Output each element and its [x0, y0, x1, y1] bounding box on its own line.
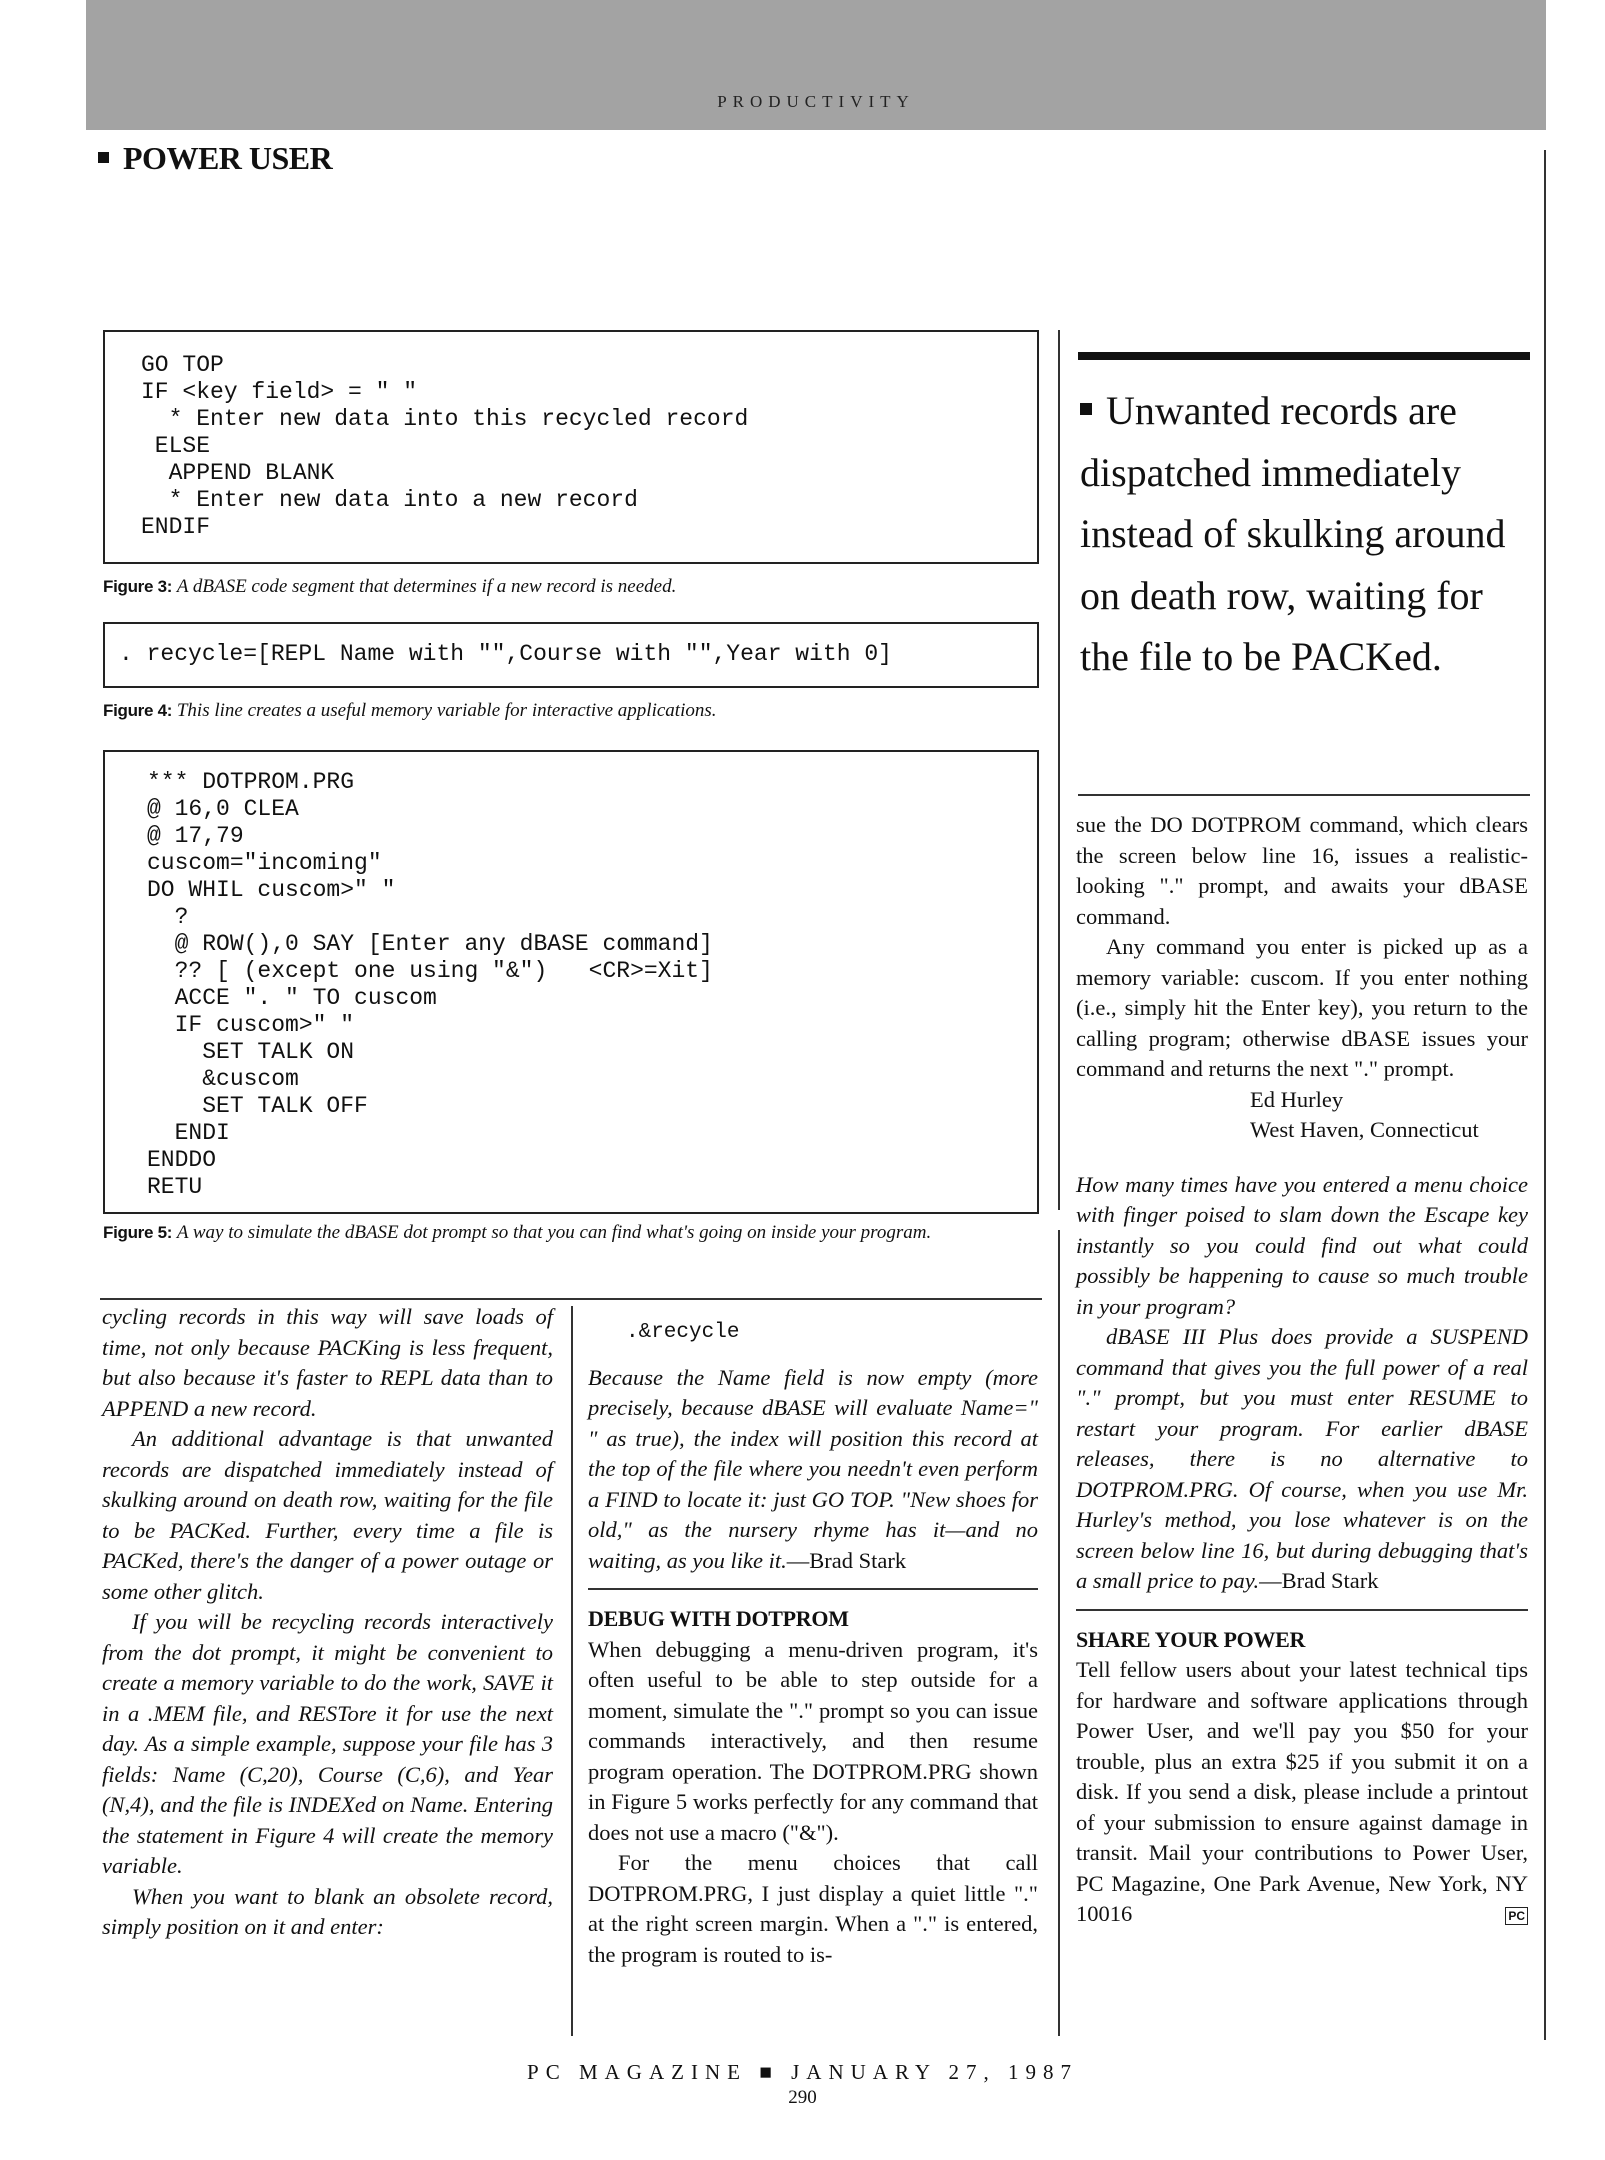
figure-4-caption: [103, 698, 1043, 723]
middle-section-rule: [588, 1588, 1038, 1590]
figure-5-caption: [103, 1220, 1043, 1245]
figure-4-caption-text: This line creates a useful memory variable for interactive applications.: [176, 700, 717, 721]
figure-3-code: GO TOP IF <key field> = " " * Enter new data into this recycled record ELSE APPEND BLANK * Enter new data into a new record ENDIF: [141, 352, 749, 540]
right-paragraph-4-text: dBASE III Plus does provide a SUSPEND command that gives you the full power of a real "." prompt, but you must enter RESUME to restart your program. For earlier dBASE releases, there is no alternative to DOTPROM.PRG. Of course, when you use Mr. Hurley's method, you lose whatever is on the screen below line 16, but during debugging that's a small price to pay.: [1076, 1324, 1528, 1593]
right-paragraph-2: Any command you enter is picked up as a memory variable: cuscom. If you enter nothing (i.e., simply hit the Enter key), you return to the calling program; otherwise dBASE issues your command and returns the next "." prompt.: [1076, 934, 1528, 1081]
footer-page-number: 290: [788, 2087, 817, 2108]
right-column: [1076, 810, 1528, 1930]
right-paragraph-5-text: Tell fellow users about your latest technical tips for hardware and software applications through Power User, and we'll pay you $50 for your trouble, plus an extra $25 if you submit it on a disk. If you send a disk, please include a printout of your submission to ensure against damage in transit. Mail your contributions to Power User, PC Magazine, One Park Avenue, New York, NY 10016: [1076, 1657, 1528, 1926]
heading-debug-with-dotprom: DEBUG WITH DOTPROM: [588, 1606, 849, 1631]
figures-bottom-rule: [100, 1298, 1042, 1300]
figure-5-caption-text: A way to simulate the dBASE dot prompt so that you can find what's going on inside your program.: [176, 1222, 932, 1243]
right-paragraph-3: How many times have you entered a menu choice with finger poised to slam down the Escape key instantly so you could find out what could possibly be happening to cause so much trouble in your program?: [1076, 1171, 1528, 1319]
middle-column: [588, 1302, 1038, 1970]
square-bullet-icon: [1080, 403, 1092, 415]
page-right-rule: [1544, 150, 1546, 2040]
section-label: PRODUCTIVITY: [717, 92, 915, 111]
middle-paragraph-2: When debugging a menu-driven program, it's often useful to be able to step outside for a moment, simulate the "." prompt so you can issue commands interactively, and then resume program operation. The DOTPROM.PRG shown in Figure 5 works perfectly for any command that does not use a macro ("&").: [588, 1636, 1038, 1845]
pullquote-top-rule: [1078, 352, 1530, 360]
left-paragraph-1: cycling records in this way will save loads of time, not only because PACKing is less frequent, but also because it's faster to REPL data than to APPEND a new record.: [102, 1304, 553, 1421]
figure-5-code: *** DOTPROM.PRG @ 16,0 CLEA @ 17,79 cuscom="incoming" DO WHIL cuscom>" " ? @ ROW(),0 SAY [Enter any dBASE command] ?? [ (except one using "&") <CR>=Xit] ACCE ". " TO cuscom IF cuscom>" " SET TALK ON &cuscom SET TALK OFF ENDI ENDDO RETU: [147, 769, 713, 1200]
byline-brad-stark-2: —Brad Stark: [1259, 1568, 1379, 1593]
middle-paragraph-3: For the menu choices that call DOTPROM.PRG, I just display a quiet little "." at the right screen margin. When a "." is entered, the program is routed to is-: [588, 1850, 1038, 1967]
right-paragraph-1: sue the DO DOTPROM command, which clears the screen below line 16, issues a realistic-looking "." prompt, and awaits your dBASE command.: [1076, 812, 1528, 929]
figure-5-box: [103, 750, 1039, 1214]
figure-5-label: Figure 5:: [103, 1223, 173, 1242]
figure-3-label: Figure 3:: [103, 577, 173, 596]
byline-brad-stark-1: —Brad Stark: [786, 1547, 907, 1573]
middle-paragraph-1: [588, 1363, 1038, 1577]
pullquote-text: Unwanted records are dispatched immediately instead of skulking around on death row, waiting for the file to be PACKed.: [1080, 388, 1506, 679]
right-paragraph-5: [1076, 1655, 1528, 1930]
left-paragraph-4: When you want to blank an obsolete record, simply position on it and enter:: [102, 1883, 553, 1939]
figure-3-caption: [103, 574, 1043, 599]
figure-3-caption-text: A dBASE code segment that determines if a new record is needed.: [176, 576, 677, 597]
figure-4-box: [103, 622, 1039, 688]
footer-magazine-line: PC MAGAZINE ■ JANUARY 27, 1987: [527, 2060, 1078, 2084]
department-title: POWER USER: [123, 140, 333, 176]
middle-right-column-rule: [1058, 1230, 1060, 2036]
department-heading: [98, 140, 332, 177]
left-paragraph-3: If you will be recycling records interactively from the dot prompt, it might be convenient to create a memory variable to do the work, SAVE it in a .MEM file, and RESTore it for use the next day. As a simple example, suppose your file has 3 fields: Name (C,20), Course (C,6), and Year (N,4), and the file is INDEXed on Name. Entering the statement in Figure 4 will create the memory variable.: [102, 1609, 553, 1878]
left-column: [102, 1302, 553, 1943]
author-location: West Haven, Connecticut: [1250, 1117, 1479, 1142]
figure-4-code: . recycle=[REPL Name with "",Course with "",Year with 0]: [119, 641, 892, 667]
heading-share-your-power: SHARE YOUR POWER: [1076, 1626, 1306, 1652]
pullquote: [1080, 380, 1510, 688]
figure-3-box: [103, 330, 1039, 564]
square-bullet-icon: [98, 152, 109, 163]
middle-paragraph-1-text: Because the Name field is now empty (more precisely, because dBASE will evaluate Name=" " as true), the index will position this record at the top of the file where you needn't even perform a FIND to locate it: just GO TOP. "New shoes for old," as the nursery rhyme has it—and no waiting, as you like it.: [588, 1364, 1038, 1573]
author-name: Ed Hurley: [1250, 1086, 1344, 1112]
pc-end-mark-icon: PC: [1505, 1907, 1528, 1925]
pullquote-bottom-rule: [1078, 794, 1530, 796]
middle-code-line: [588, 1302, 1038, 1363]
right-section-rule: [1076, 1609, 1528, 1611]
figure-4-label: Figure 4:: [103, 701, 173, 720]
figure-column-rule: [1058, 330, 1060, 1210]
recycle-macro-code: .&recycle: [626, 1321, 740, 1344]
left-middle-column-rule: [571, 1306, 573, 2036]
right-paragraph-4: [1076, 1322, 1528, 1597]
left-paragraph-2: An additional advantage is that unwanted records are dispatched immediately instead of skulking around on death row, waiting for the file to be PACKed. Further, every time a file is PACKed, there's the danger of a power outage or some other glitch.: [102, 1426, 553, 1604]
